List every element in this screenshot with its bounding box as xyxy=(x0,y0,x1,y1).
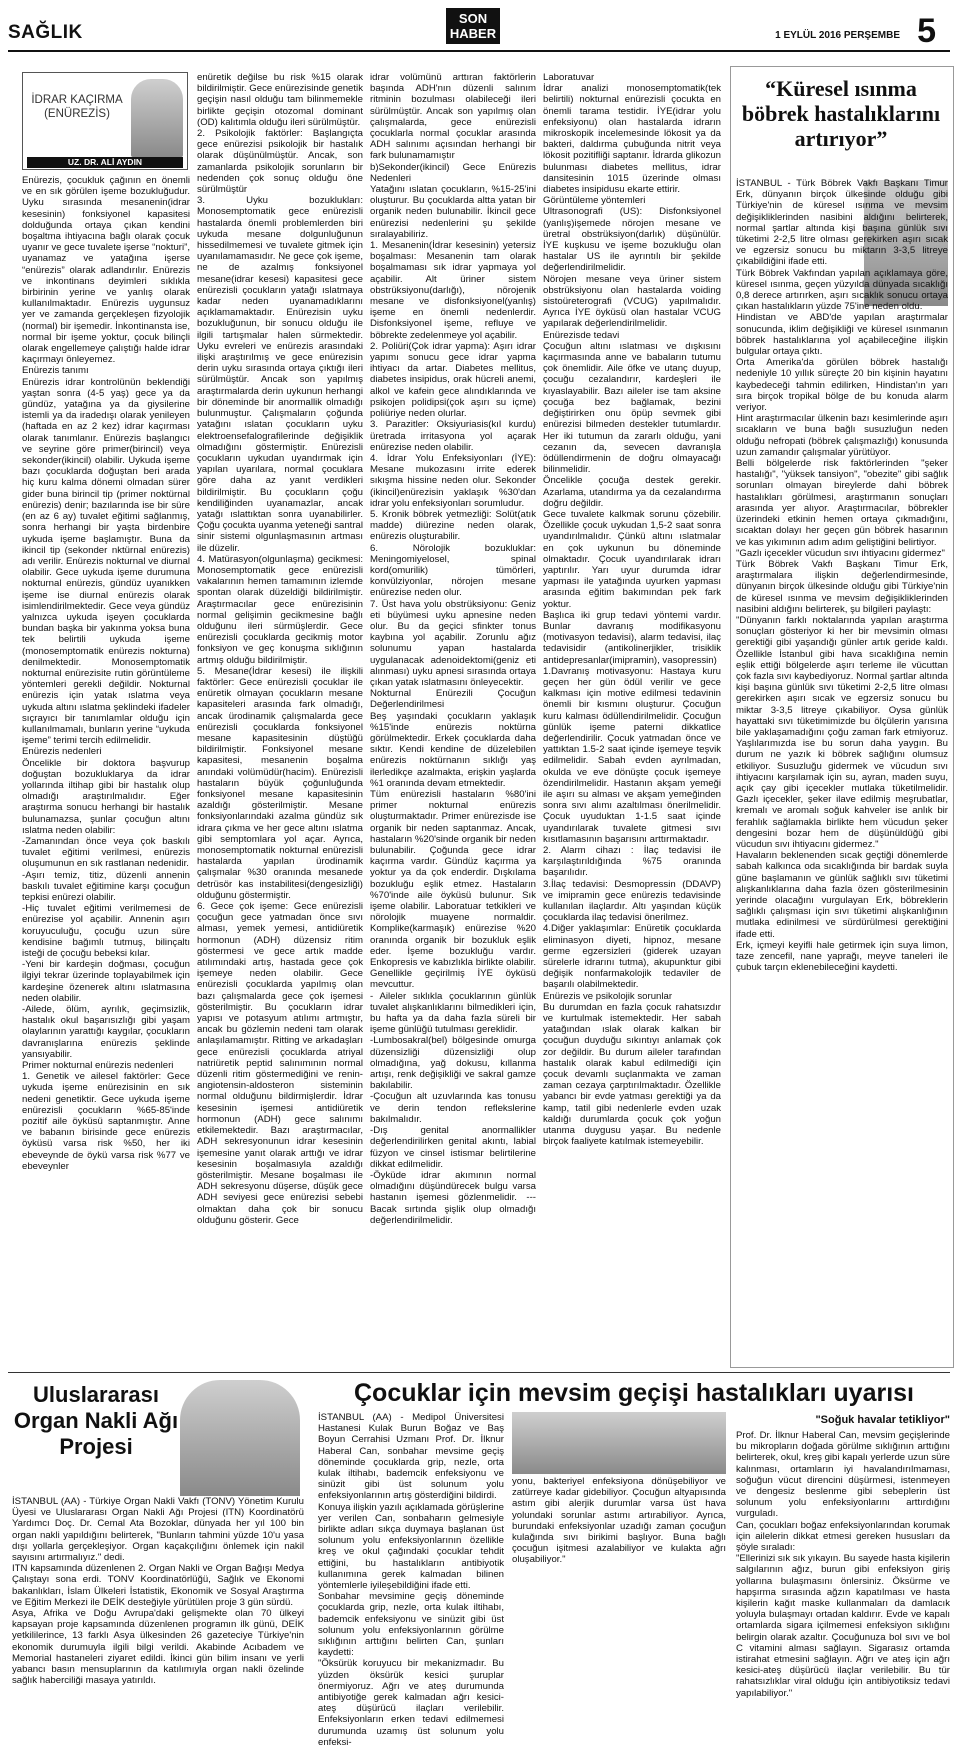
section-title: SAĞLIK xyxy=(8,22,83,43)
season-col-3: Prof. Dr. İlknur Haberal Can, mevsim geçişlerinde bu mikropların doğada görülme sıklığının arttığını belirterek, okul, kreş gibi kapalı yerlerde uzun süre kalınması, ortamların iyi havalandırılmaması, soğuğun vücut direncini düşürmesi, istenmeyen ve dengesiz beslenme gibi sebeplerin üst solunum yolu enfeksiyonlarını arttırdığını vurguladı. Can, çocukları boğaz enfeksiyonlarından korumak için ailelerin dikkat etmesi gereken hususları da şöyle sıraladı: "Ellerinizi sık sık yıkayın. Bu sayede hasta kişilerin salgılarının ağız, burun gibi enfeksiyon giriş yollarına bulaşmasını önlersiniz. Öksürme ve hapşırma sırasında ağzın kapatılması ve hasta kişilerin kağıt maske kullanmaları da damlacık yoluyla bulaşmayı ortadan kaldırır. Evde ve kapalı ortamlarda sigara içilmemesi enfeksiyon sıklığını belirgin olarak azaltır. Çocuğunuza bol sıvı ve bol C vitamini alması sağlayın. Sigarasız ortamda istirahat etmesini sağlayın. Ağrı ve ateş için ağrı kesici-ateş düşürücü ilaçlar verilebilir. Bu tür rahatsızlıklar viral olduğu için antibiyotiksiz tedavi yapılabiliyor." xyxy=(736,1430,950,1699)
logo-bottom-text: HABER xyxy=(449,26,497,41)
cemal-ata-bozoklar-photo xyxy=(180,1380,300,1496)
season-subhead: "Soğuk havalar tetikliyor" xyxy=(815,1414,950,1426)
page-number: 5 xyxy=(917,12,936,50)
header-rule xyxy=(8,50,950,52)
enurezis-col-1: Enürezis, çocukluk çağının en önemli ve en sık görülen işeme bozukluğudur. Uyku sırasında mesanenin(idrar kesesinin) fonksiyonel kapasitesi dolduğunda ortaya çıkan kendini boşaltma ihtiyacına bağlı olarak çocuk uyanır ve gece tuvalete işerse “nokturi”, uyanamaz ve yatağına işerse “enürezis” olarak adlandırılır. Enürezis ve inkontinans deyimleri sıklıkla birbirinin yerine ve yanlış olarak kullanılmaktadır. Enürezis uygunsuz yer ve zamanda gerçekleşen fizyolojik (normal) bir işemedir. İnkontinansta ise, normal bir işeme yoktur, çocuk bilinçli olarak engellemeye çalıştığı halde idrar kaçırmayı önleyemez. Enürezis tanımı Enürezis idrar kontrolünün beklendiği yaştan sonra (4-5 yaş) gece ya da gündüz, yatağına ya da giysilerine istemli ya da iradedışı olarak yenileyen (haftada en az 2 kez) idrar kaçırması olarak tanımlanır. Enürezis başlangıcı ve seyrine göre primer(birincil) veya sekonder(ikincil) olabilir. Uykuda işeme bazı çocuklarda doğuştan beri arada hiç kuru kalma dönemi olmadan sürer gider buna birincil tip (primer noktürnal enürezis) denir; bazılarında ise bir süre (en az 6 ay) tuvalet eğitimi sağlanmış, sonra herhangi bir yaşta birdenbire uykuda işeme başlamıştır. Buna da ikincil tip (sekonder nktürnal enürezis) adı verilir. Enürezis nokturnal ve diurnal olabilir. Gece uykuda işeme durumuna nokturnal enürezis, gündüz uyanıkken işeme ise diurnal enürezis olarak isimlendirilmektedir. Gece veya gündüz yalnızca uykuda işeyen çocuklarda bundan başka bir yakınma yoksa buna tek belirtili uykuda işeme (monosemptomatik enürezis nokturna) denilmektedir. Monosemptomatik nokturnal enürezisite rutin görüntüleme yöntemleri gerekli değildir. Nokturnal enürezis için yatak ıslatma veya uykuda altını ıslatma şeklindeki ifadeler sıçrayıcı bir tanımlamlar olduğu için kullanılmamalı, bunların yerine “uykuda işeme” terimi tercih edilmelidir. Enürezis nedenleri Öncelikle bir doktora başvurup doğuştan bozukluklarya da idrar yollarında iltihap gibi bir hastalık olup olmadığı araştırılmalıdır. Eğer araştırma sonucu herhangi bir hastalık bulunamazsa, şunlar çocuğun altını ıslatma neden olabilir: -Zamanından önce veya çok baskılı tuvalet eğitimi verilmesi, enürezis oluşumunun en sık rastlanan nedenidir. -Aşırı temiz, titiz, düzenli annenin baskılı tuvalet eğitimine karşı çocuğun tepkisi enürezi olabilir. -Hiç tuvalet eğitimi verilmemesi de enürezise yol açabilir. Annenin aşırı koruyuculuğu, çocuğu uzun süre kendisine bağımlı tutmuş, bilinçaltı isteği de çocuğu bebeksi kılar. -Yeni bir kardeşin doğması, çocuğun ilgiyi tekrar üzerinde toplayabilmek için kardeşine özenerek altını ıslatmasına neden olabilir. -Ailede, ölüm, ayrılık, geçimsizlik, hastalık okul başarısızlığı gibi yaşam olaylarının yarattığı kaygılar, çocukların davranışlarına enürezis şeklinde yansıyabilir. Primer nokturnal enürezis nedenleri 1. Genetik ve ailesel faktörler: Gece uykuda işeme enürezisinin en sık nedeni genetiktir. Gece uykuda işeme enürezisli çocukların %65-85'inde pozitif aile öyküsü saptanmıştır. Anne ve babanın birisinde gece enürezis öyküsü varsa risk %50, her iki ebeveynde de öykü varsa risk %77 ve ebeveynler xyxy=(22,175,190,1172)
organ-headline: Uluslararası Organ Nakli Ağı Projesi xyxy=(13,1382,179,1459)
author-photo xyxy=(131,79,183,157)
author-box xyxy=(22,72,188,170)
newspaper-logo xyxy=(446,8,500,44)
kidney-text: İSTANBUL - Türk Böbrek Vakfı Başkanı Timur Erk, dünyanın birçok ülkesinde olduğu gibi Türkiye'nin de küresel ısınma ve mevsim değişikliklerinden nasibini aldığını belirterek, normal şartlar altında kişi başına günlük sıvı tüketimi 2-2,5 litre olması gerekirken aşırı sıcak ve egzersiz sonucu bu miktarın 3-3,5 litreye çıkabildiğini ifade etti. Türk Böbrek Vakfından yapılan açıklamaya göre, küresel ısınma, geçen yüzyılda dünyada sıcaklığı 0,8 derece artırırken, aşırı sıcaklık sonucu ortaya çıkan hastalıkların yüzde 75'ine neden oldu. Hindistan ve ABD'de yapılan araştırmalar sonucunda, iklim değişikliği ve küresel ısınmanın böbrek hastalıklarına yol açabileceğine ilişkin bulgular ortaya çıktı. Orta Amerika'da görülen böbrek hastalığı nedeniyle 10 yıllık süreçte 20 bin kişinin hayatını kaybedeceği tahmin edilirken, Hindistan'ın yarı sıra birçok tropikal bölge de bu konuda alarm veriyor. Hint araştırmacılar ülkenin bazı kesimlerinde aşırı sıcakların ve buna bağlı susuzluğun neden olduğu nefropati (böbrek çalışmazlığı) konusunda uzun zamandır çalışmalar yürütüyor. Belli bölgelerde risk faktörlerinden "şeker hastalığı", "yüksek tansiyon", "obezite" gibi sağlık sorunları olmayan bireylerde dahi böbrek hastalıkları görülmesi, araştırmanın sonuçları arasında yer alıyor. Araştırmacılar, böbrekler üzerindeki etkinin hemen ortaya çıkmadığını, sıcaktan dolayı her geçen gün böbrek hasarının ve kas yıkımının adım adım geliştiğini belirtiyor. "Gazlı içecekler vücudun sıvı ihtiyacını gidermez" Türk Böbrek Vakfı Başkanı Timur Erk, araştırmalara ilişkin değerlendirmesinde, dünyanın birçok ülkesinde olduğu gibi Türkiye'nin de küresel ısınma ve mevsim değişikliklerinden nasibini aldığını belirterek, şu bilgileri paylaştı: "Dünyanın farklı noktalarında yapılan araştırma sonuçları gösteriyor ki her bir mevsimin olması gerektiği gibi yaşandığı günler artık geride kaldı. Özellikle İstanbul gibi hava sıcaklığına nemin eşlik ettiği bölgelerde aşırı terleme ile vücuttan çok fazla sıvı kaybediyoruz. Normal şartlar altında kişi başına günlük sıvı tüketimi 2-2,5 litre olması gerekirken aşırı sıcak ve egzersiz sonucu bu miktar 3-3,5 litreye çıkabiliyor. Oysa günlük hayattaki sıvı tüketimimizde bu ölçülerin yarısına bile yaklaşamadığını çoğu zaman fark etmiyoruz. Yaşlılarımızda ise bu sorun daha yaygın. Bu durum ne yazık ki böbrek sağlığını olumsuz etkiliyor. Susuzluğu gidermek ve vücudun sıvı ihtiyacını karşılamak için su, ayran, maden suyu, açık çay gibi içecekler mutlaka tüketilmelidir. Gazlı içecekler, şeker ilave edilmiş meşrubatlar, kremalı ve aromalı soğuk kahveler ise anlık bir ferahlık sağlamakla birlikte hem vücudun şeker dengesini bozar hem de düşünüldüğü gibi vücudun sıvı ihtiyacını gidermez." Havaların beklenenden sıcak geçtiği dönemlerde sabah kalkınca oda sıcaklığında bir bardak suyla güne başlamanın ve günlük sağlıklı sıvı tüketimi alışkanlıklarına daha fazla özen gösterilmesinin yerinde olacağını vurgulayan Erk, böbreklerin sağlıklı çalışması için sıvı tüketimi alışkanlığının mutlaka edinilmesi ve sürdürülmesi gerektiğini ifade etti. Erk, içmeyi keyifli hale getirmek için suya limon, taze zencefil, nane yaprağı, meyve taneleri ile çubuk tarçın eklenebileceğini kaydetti. xyxy=(736,178,948,974)
issue-date: 1 EYLÜL 2016 PERŞEMBE xyxy=(775,30,900,41)
logo-top-text: SON xyxy=(458,11,488,26)
enurezis-col-3: idrar volümünü arttıran faktörlerin başında ADH'nın düzenli salınım ritminin bozulması olabileceği ileri sürülmüştür. Ancak son yapılmış olan çalışmalarda, gece enürezisli çocuklarla normal çocuklar arasında ADH salınımı açısından herhangi bir fark bulunamamıştır b)Sekonder(ikincil) Gece Enürezis Nedenleri Yatağını ıslatan çocukların, %15-25'ini oluşturur. Bu çocuklarda altta yatan bir organik neden bulunabilir. İkincil gece enürezisi nedenlerini şu şekilde sıralayabiliriz. 1. Mesanenin(İdrar kesesinin) yetersiz boşalması: Mesanenin tam olarak boşalmaması sık idrar yapmaya yol açabilir. Alt üriner sistem obstrüksiyonu(darlığı), nörojenik mesane ve disfonksiyonel(yanlış) işeme en önemli nedenlerdir. Disfonksiyonel işeme, refluye ve böbrekte zedelenmeye yol açabilir. 2. Poliüri(Çok idrar yapma): Aşırı idrar yapımı sonucu gece idrar yapma ihtiyacı da artar. Diabetes mellitus, diabetes insipidus, orak hücreli anemi, alkol ve kafein gece alındıklarında ve psikojen polidipsi(çok aşırı su içme) poliüriye neden olurlar. 3. Parazitler: Oksiyuriasis(kıl kurdu) üretrada irritasyona yol açarak enürezise neden olabilir. 4. İdrar Yolu Enfeksiyonları (İYE): Mesane mukozasını irrite ederek sıkışma hissine neden olur. Sekonder (ikincil)enürezisin yaklaşık %30'dan idrar yolu enfeksiyonları sorumludur. 5. Kronik böbrek yetmezliği: Solüt(atık madde) diürezine neden olarak, enürezis oluşturabilir. 6. Nörolojik bozukluklar: Meningomiyelosel, spinal kord(omurilik) tümörleri, konvülziyonlar, nörojen mesane enürezise neden olur. 7. Üst hava yolu obstrüksiyonu: Geniz eti büyümesi uyku apnesine neden olur. Bu da geçici sfinkter tonus kaybına yol açabilir. Zorunlu ağız solunumu yapan hastalarda uygulanacak adenoidektomi(geniz eti alınması) uyku apnesi sırasında ortaya çıkan yatak ıslatmasını önleyecektir. Nokturnal Enürezili Çocuğun Değerlendirilmesi Beş yaşındaki çocukların yaklaşık %15'inde enürezis noktürna görülmektedir. Erkek çocuklarda daha sıktır. Kendi kendine de düzelebilen enürezis noktürnanın sıklığı yaş ilerledikçe azalmakta, erişkin yaşlarda %1 oranında devam etmektedir. Tüm enürezisli hastaların %80'ini primer nokturnal enürezis oluşturmaktadır. Primer enürezisde ise organik bir neden saptanmaz. Ancak, hastaların %20'sinde organik bir neden bulunabilir. Çoğunda gece idrar kaçırma vardır. Gündüz kaçırma ya yoktur ya da çok enderdir. Dışkılama bozukluğu eşlik etmez. Hastaların %70'inde aile öyküsü bulunur. Sık işeme olabilir. Laboratuar tetkikleri ve nörolojik muayene normaldir. Komplike(karmaşık) enürezise %20 oranında organik bir bozukluk eşlik eder. İşeme bozukluğu vardır. Enkopresis ve kabızlıkla birlikte olabilir. Genellikle geçirilmiş İYE öyküsü mevcuttur. - Aileler sıklıkla çocuklarının günlük tuvalet alışkanlıklarını bilmedikleri için, bu hafta ya da daha fazla süreli bir işeme günlüğü tutulması gereklidir. -Lumbosakral(bel) bölgesinde omurga düzensizliği düzensizliği olup olmadığına, yağ dokusu, kıllanma artışı, renk değişikliği ve sakral gamze bakılabilir. -Çocuğun alt uzuvlarında kas tonusu ve derin tendon reflekslerine bakılmalıdır. -Dış genital anormallikler değerlendirilirken genital akıntı, labial füzyon ve cinsel istismar belirtilerine dikkat edilmelidir. -Öyküde idrar akımının normal olmadığını düşündürecek bulgu varsa hastanın işemesi gözlenmelidir. ---Bacak sırtında şişlik olup olmadığı değerlendirilmelidir. xyxy=(370,72,536,1226)
section-divider xyxy=(8,1372,950,1373)
season-col-1: İSTANBUL (AA) - Medipol Üniversitesi Hastanesi Kulak Burun Boğaz ve Baş Boyun Cerrahisi Uzmanı Prof. Dr. İlknur Haberal Can, sonbahar mevsime geçiş döneminde çocuklarda grip, nezle, orta kulak iltihabı, bademcik enfeksiyonu ve sinüzit gibi üst solunum yolu enfeksiyonlarının artış gösterdiğini bildirdi. Konuya ilişkin yazılı açıklamada görüşlerine yer verilen Can, sonbaharın gelmesiyle birlikte adları sıkça duymaya başlanan üst solunum yolu enfeksiyonlarının özellikle kreş ve okul çağındaki çocuklar tehdit ettiğini, bu hastalıkların antibiyotik kullanımına gerek kalmadan bilinen yöntemlerle iyileşebildiğini ifade etti. Sonbahar mevsimine geçiş döneminde çocuklarda grip, nezle, orta kulak iltihabı, bademcik enfeksiyonu ve sinüzit gibi üst solunum yolu enfeksiyonlarının görülme sıklığının arttığını belirten Can, şunları kaydetti: "Öksürük koruyucu bir mekanizmadır. Bu yüzden öksürük kesici şuruplar önermiyoruz. Ağrı ve ateş durumunda antibiyotiğe gerek kalmadan ağrı kesici-ateş düşürücü ilaçları verilebilir. Enfeksiyonların erken tedavi edilmemesi durumunda uzamış üst solunum yolu enfeksi- xyxy=(318,1412,504,1748)
kidney-headline: “Küresel ısınma böbrek hastalıklarını artırıyor” xyxy=(741,76,941,151)
enurezis-col-2: enüretik değilse bu risk %15 olarak bildirilmiştir. Gece enürezisinde genetik geçişin nasıl olduğu tam bilinmemekle birlikte geçişin otozomal dominant (OD) kalıtımla olduğu ileri sürülmüştür. 2. Psikolojik faktörler: Başlangıçta gece enürezisi psikolojik bir hastalık olarak düşünülmüştür. Ancak, son zamanlarda psikolojik sorunların bir nedenden çok sonuç olduğu öne sürülmüştür 3. Uyku bozuklukları: Monosemptomatik gece enürezisli hastalarda önemli problemlerden biri uykuda mesane dolgunluğunun hissedilmemesi ve tuvalete gitmek için uyanılamamasıdır. Ne gece çok işeme, ne de azalmış fonksiyonel mesane(idrar kesesi) kapasitesi gece enürezisli çocukların yatağı ıslatmaya kadar neden uyanamadıklarını açıklamamaktadır. Enürezisin uyku bozukluğunun, bir sonucu olduğu ile ilgili tartışmalar halen sürmektedir. Uyku evreleri ve enürezis arasındaki ilişki araştırılmış ve gece enürezisin derin uyku sırasında ortaya çıktığı ileri sürülmüştür. Ancak son yapılmış araştırmalarda derin uykunun herhangi bir döneminde bir anormallik olmadığı bulunmuştur. Çalışmaların çoğunda yatağını ıslatan çocukların uyku elektroensefalografilerinde değişiklik olmadığını göstermiştir. Enürezisli çocukların uykudan uyandırmak için yapılan uyarılara, normal çocuklara göre daha az yanıt verdikleri bildirilmiştir. Bu çocukların çoğu kendiliğinden uyanamazlar, ancak yatağı ıslattıktan sonra uyanabilirler. Çoğu çocukta uyanma yeteneği santral sinir sistemi olgunlaşmasının artması ile düzelir. 4. Matürasyon(olgunlaşma) gecikmesi: Monosemptomatik gece enürezisli vakalarının hemen tamamının izlemde spontan olarak düzeldiği bildirilmiştir. Araştırmacılar gece enürezisinin normal gelişimin gecikmesine bağlı olduğunu ileri sürmüşlerdir. Gece enürezisli çocuklarda gecikmiş motor fonksiyon ve geç konuşma sıklığının artmış olduğu bildirilmiştir. 5. Mesane(İdrar kesesi) ile ilişkili faktörler: Gece enürezisli çocuklar ile enüretik olmayan çocukların mesane kapasiteleri arasında fark olmadığı, ancak ürodinamik çalışmalarda gece enürezisli çocuklarda fonksiyonel mesane kapasitesinin düştüğü bildirilmiştir. Fonksiyonel mesane kapasitesi, mesanenin boşalma anındaki volümüdür(hacim). Enürezisli hastaların büyük çoğunluğunda fonksiyonel mesane kapasitesinin azaldığı gösterilmiştir. Mesane fonksiyonlarındaki azalma gündüz sık idrara çıkma ve her gece altını ıslatma gibi semptomlara yol açar. Ayrıca, monosemptomatik nokturnal enürezisli hastalarda yapılan ürodinamik çalışmalar %30 oranında mesanede detrüsör kas instabilitesi(dengesizliği) olduğunu göstermiştir. 6. Gece çok işeme: Gece enürezisli çocuğun gece yatmadan önce sıvı alması, yemek yemesi, antidiüretik hormonun (ADH) düzensiz ritim göstermesi ve gece artık madde atılımındaki artış, hastada gece çok işemeye neden olabilir. Gece enürezisli çocuklarda yapılmış olan bazı çalışmalarda gece çok işemesi gösterilmiştir. Bu çocukların idrar yapısı ve potasyum atılımı artmıştır, ancak bu gözlemin nedeni tam olarak anlaşılamamıştır. Ritting ve arkadaşları gece enürezisli çocuklarda atriyal natriüretik peptid salınımının normal düzenli ritim göstermediğini ve renin-angiotensin-aldosteron sisteminin normal olduğunu bildirmişlerdir. İdrar kesesinin işemesi antidiüretik hormonun (ADH) gece salınımı etkilemektedir. Bazı araştırmacılar, ADH sekresyonunun idrar kesesinin işemesine yanıt olarak arttığı ve idrar kesesinin boşalmasıyla azaldığı gösterilmiştir. Mesane boşalması ile ADH sekresyonu düşerse, düşük gece ADH seviyesi gece enürezisi sebebi olmaktan daha çok bir sonucu olduğunu gösterir. Gece xyxy=(197,72,363,1226)
organ-text: İSTANBUL (AA) - Türkiye Organ Nakli Vakfı (TONV) Yönetim Kurulu Üyesi ve Uluslararası Organ Nakli Ağı Projesi (ITN) Koordinatörü Yardımcı Doç. Dr. Cemal Ata Bozoklar, dünyada her yıl 100 bin organ nakli yapıldığını belirterek, "Bunların tahmini yüzde 10'u yasa dışı yollarla gerçekleşiyor. Organ kaçakçılığını önlemek için nakil sayısını artırmalıyız." dedi. ITN kapsamında düzenlenen 2. Organ Nakli ve Organ Bağışı Medya Çalıştayı sona erdi. TONV Koordinatörlüğü, Sağlık ve Ekonomi bakanlıkları, İslam Ülkeleri İstatistik, Ekonomik ve Sosyal Araştırma ve Eğitim Merkezi ile DEİK desteğiyle yürütülen proje 3 gün sürdü. Asya, Afrika ve Doğu Avrupa'daki gelişmekte olan 70 ülkeyi kapsayan proje kapsamında düzenlenen programın ilk günü, DEİK yetkililerince, 13 farklı Asya ülkesinden 26 gazeteciye Türkiye'nin ekonomik durumuyla ilgili bilgi verildi. Akabinde Acıbadem ve Memorial hastaneleri ziyaret edildi. İkinci gün bilim insanı ve yerli yabancı basın mensuplarının da katılımıyla organ nakli özelinde sağlık haberciliği masaya yatırıldı. xyxy=(12,1496,304,1687)
enurezis-col-4: Laboratuvar İdrar analizi monosemptomatik(tek belirtili) nokturnal enürezisli çocukta en önemli tarama testidir. İYE(idrar yolu enfeksiyonu) olan hastalarda idrarın mikroskopik incelemesinde lökosit ya da bakteri, daldırma çubuğunda nitrit veya lökosit pozitifliği saptanır. İdrarda glikozun bulunması diabetes mellitus, idrar dansitesinin 1015 üzerinde olması diabetes insipidusu ekarte ettirir. Görüntüleme yöntemleri Ultrasonografi (US): Disfonksiyonel (yanlış)işemede nörojen mesane ve üretral obstrüksiyon(darlık) düşünülür. İYE kuşkusu ve işeme bozukluğu olan hastalar US ile ayrıntılı bir şekilde değerlendirilmelidir. Nörojen mesane veya üriner sistem obstrüksiyonu olan hastalarda voiding sistoüreterografi (VCUG) yapılmalıdır. Ayrıca İYE öyküsü olan hastalar VCUG yapılarak değerlendirilmelidir. Enürezisde tedavi Çocuğun altını ıslatması ve dışkısını kaçırmasında anne ve babaların tutumu çok önemlidir. Aile öfke ve utanç duyup, çocuğu cezalandırır, kardeşleri ile kıyaslayabilir. Bazı aileler ise tam aksine çocuğa bez bağlamak, bezini değiştirirken onu öpüp sevmek gibi enürezisi bilmeden destekler tutumlardır. Her iki tutumun da zararlı olduğu, yani cezanın da, sevecen davranışla ödüllendirmenin de doğru olmayacağı bilinmelidir. Öncelikle çocuğa destek gerekir. Azarlama, utandırma ya da cezalandırma doğru değildir. Gece tuvalete kalkmak sorunu çözebilir. Özellikle çocuk uykudan 1,5-2 saat sonra uyandırılmalıdır. Çünkü altını ıslatmalar en çok uykunun bu döneminde olmaktadır. Çocuk uyandırılarak idrarı yaptırılır. Yarı uyur durumda idrar yapması ile yatağında uyurken yapması arasında eğitim bakımından pek fark yoktur. Başlıca iki grup tedavi yöntemi vardır. Bunlar davranış modifikasyonu (motivasyon tedavisi), alarm tedavisi, ilaç tedavisidir (antikolinerjikler, trisiklik antidepresanlar(imipramin), vasopressin) 1.Davranış motivasyonu: Hastaya kuru geçen her gün ödül verilir ve gece kalkması için motive edilmesi tedavinin önemli bir kısmını oluşturur. Çocuğun kuru kalması ödüllendirilmelidir. Çocuğun günlük işeme paterni dikkatlice değerlendirilir. Çocuk yatmadan önce ve yattıktan 1.5-2 saat içinde işemeye teşvik edilmelidir. Sabah evden ayrılmadan, okulda ve eve dönüşte çocuk işemeye özendirilmelidir. Hastanın akşam yemeği ile aşırı su alması ve akşam yemeğinden sonra sıvı alımı azaltılması önerilmelidir. Çocuk uyuduktan 1-1.5 saat içinde uyandırılarak tuvalete gitmesi sıvı kısıtlamasının başarısını arttırmaktadır. 2. Alarm cihazı : İlaç tedavisi ile karşılaştırıldığında %75 oranında başarılıdır. 3.İlaç tedavisi: Desmopressin (DDAVP) ve imipramin gece enürezis tedavisinde kullanılan ilaçlardır. Altı yaşından küçük çocuklarda ilaç tedavisi önerilmez. 4.Diğer yaklaşımlar: Enüretik çocuklarda eliminasyon diyeti, hipnoz, mesane germe egzersizleri (giderek uzayan sürelerle idrarını tutma), akupunktur gibi değişik nonfarmakolojik tedaviler de başarılı olabilmektedir. Enürezis ve psikolojik sorunlar Bu durumdan en fazla çocuk rahatsızdır ve kurtulmak istemektedir. Her sabah yatağından ıslak olarak kalkan bir çocuğun duyduğu sıkıntıyı anlamak çok zor değildir. Bu durum aileler tarafından hastalık olarak kabul edilmediği için çocuk devamlı suçlanmakta ve zaman zaman cezaya çarptırılmaktadır. Özellikle yabancı bir evde yatması gerektiği ya da kamp, tatil gibi nedenlerle evden uzak kaldığı durumlarda çocuk çok yoğun utanma duygusu yaşar. Bu nedenle birçok faaliyete katılmak istemeyebilir. xyxy=(543,72,721,1148)
author-name: UZ. DR. ALİ AYDIN xyxy=(27,157,183,168)
ilknur-haberal-can-photo xyxy=(512,1412,726,1474)
column-title: İDRAR KAÇIRMA (ENÜREZİS) xyxy=(31,94,123,120)
season-col-2: yonu, bakteriyel enfeksiyona dönüşebiliyor ve zatürreye kadar gidebiliyor. Çocuğun altyapısında astım gibi alerjik durumlar varsa üst hava yolundaki sorunlar astımı artırabiliyor. Ayrıca, burundaki enfeksiyonlar uzadığı zaman çocuğun kulağında sıvı birikimi başlıyor. Buna bağlı çocuğun işitmesi azalabiliyor ve kulakta ağrı oluşabiliyor." xyxy=(512,1476,726,1566)
season-headline: Çocuklar için mevsim geçişi hastalıkları uyarısı xyxy=(354,1379,914,1407)
